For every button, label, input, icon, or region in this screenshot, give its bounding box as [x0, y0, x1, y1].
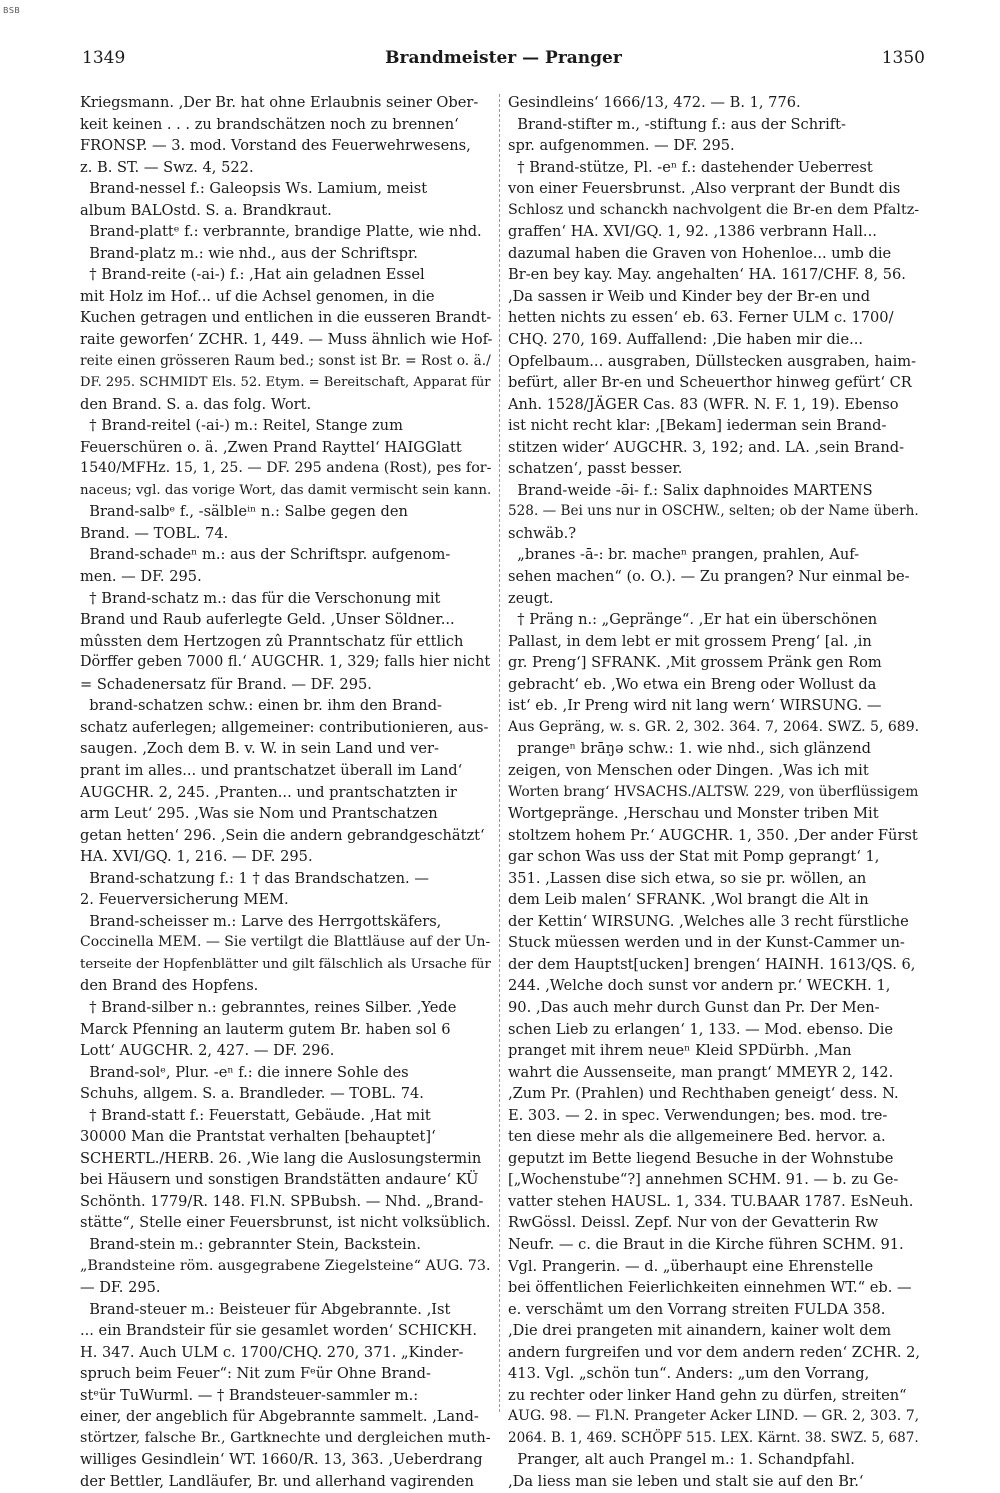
left-column-text-line: H. 347. Auch ULM c. 1700/CHQ. 270, 371. „Kinder-	[80, 1343, 464, 1361]
left-column-text-line: prant im alles... und prantschatzet überall im Land‘	[80, 761, 463, 779]
left-column-text-line: Brand-stein m.: gebrannter Stein, Backstein.	[80, 1235, 421, 1253]
right-column-text-line: hetten nichts zu essen‘ eb. 63. Ferner ULM c. 1700/	[508, 309, 894, 327]
right-column-text-line: Schlosz und schanckh nachvolgent die Br-en dem Pfaltz-	[508, 201, 920, 218]
right-column-text-line: [„Wochenstube“?] annehmen SCHM. 91. — b. zu Ge-	[508, 1171, 899, 1189]
left-column-text-line: Schuhs, allgem. S. a. Brandleder. — TOBL. 74.	[80, 1085, 424, 1103]
right-column-text-line: dem Leib malen‘ SFRANK. ‚Wol brangt die Alt in	[508, 891, 869, 909]
right-column-text-line: graffen‘ HA. XVI/GQ. 1, 92. ‚1386 verbrann Hall...	[508, 223, 877, 241]
right-column-text-line: Gesindleins‘ 1666/13, 472. — B. 1, 776.	[508, 94, 801, 111]
left-column-text-line: Brand-steuer m.: Beisteuer für Abgebrannte. ‚Ist	[80, 1300, 451, 1318]
right-column-text-line: Opfelbaum... ausgraben, Düllstecken ausgraben, haim-	[508, 352, 917, 370]
right-column-text-line: zu rechter oder linker Hand gehn zu dürfen, streiten“	[508, 1386, 907, 1404]
right-column-text-line: dazumal haben die Graven von Hohenloe... umb die	[508, 244, 892, 262]
right-column-text-line: schen Lieb zu erlangen‘ 1, 133. — Mod. ebenso. Die	[508, 1020, 894, 1038]
right-column-text-line: Stuck müessen werden und in der Kunst-Cammer un-	[508, 934, 905, 952]
left-column-text-line: album BALOstd. S. a. Brandkraut.	[80, 201, 332, 219]
right-column-text-line: 244. ‚Welche doch sunst vor andern pr.‘ WECKH. 1,	[508, 977, 891, 995]
left-column-text-line: HA. XVI/GQ. 1, 216. — DF. 295.	[80, 848, 313, 866]
right-column-text-line: ‚Da liess man sie leben und stalt sie auf den Br.‘	[508, 1473, 864, 1490]
right-column-text-line: stoltzem hohem Pr.‘ AUGCHR. 1, 350. ‚Der ander Fürst	[508, 826, 918, 844]
left-column-text-line: Brand-nessel f.: Galeopsis Ws. Lamium, meist	[80, 180, 428, 198]
left-column-text-line: naceus; vgl. das vorige Wort, das damit vermischt sein kann.	[80, 482, 492, 498]
right-column-text-line: CHQ. 270, 169. Auffallend: ‚Die haben mir die...	[508, 331, 864, 349]
left-column-text-line: 1540/MFHz. 15, 1, 25. — DF. 295 andena (Rost), pes for-	[80, 460, 492, 477]
right-column-text-line: wahrt die Aussenseite, man prangt‘ MMEYR 2, 142.	[508, 1063, 894, 1081]
right-column-text-line: ist nicht recht klar: ‚[Bekam] iederman sein Brand-	[508, 417, 887, 435]
right-column-text-line: ‚Zum Pr. (Prahlen) und Rechthaben geneigt‘ dess. N.	[508, 1085, 899, 1103]
left-column-text-line: Brand-schatzung f.: 1 † das Brandschatzen. —	[80, 869, 429, 887]
right-column-text-line: ten diese mehr als die allgemeinere Bed. hervor. a.	[508, 1128, 886, 1146]
right-column-text-line: Wortgepränge. ‚Herschau und Monster triben Mit	[508, 805, 879, 823]
right-column-text-line: 528. — Bei uns nur in OSCHW., selten; ob der Name überh.	[508, 503, 919, 520]
right-column-text-line: ist‘ eb. ‚Ir Preng wird nit lang wern‘ WIRSUNG. —	[508, 697, 882, 715]
left-column-text-line: stätte“, Stelle einer Feuersbrunst, ist nicht volksüblich.	[80, 1214, 491, 1232]
right-column-text-line: Pallast, in dem lebt er mit grossem Preng‘ [al. ‚in	[508, 632, 872, 650]
left-column-text-line: arm Leut‘ 295. ‚Was sie Nom und Prantschatzen	[80, 805, 438, 823]
right-column-text-line: † Brand-stütze, Pl. -eⁿ f.: dastehender Ueberrest	[508, 158, 873, 176]
right-column-text-line: 351. ‚Lassen dise sich etwa, so sie pr. wöllen, an	[508, 869, 867, 887]
left-column-text-line: AUGCHR. 2, 245. ‚Pranten... und prantschatzten ir	[80, 783, 457, 801]
left-column-text-line: FRONSP. — 3. mod. Vorstand des Feuerwehrwesens,	[80, 137, 471, 155]
right-column-text-line: Vgl. Prangerin. — d. „überhaupt eine Ehrenstelle	[508, 1257, 874, 1275]
left-column-text-line: keit keinen . . . zu brandschätzen noch zu brennen‘	[80, 115, 459, 133]
left-column-text-line: 30000 Man die Prantstat verhalten [behauptet]‘	[80, 1128, 436, 1146]
left-column-text-line: den Brand. S. a. das folg. Wort.	[80, 395, 312, 413]
right-column-text-line: gar schon Was uss der Stat mit Pomp geprangt‘ 1,	[508, 848, 880, 866]
right-column-text-line: „branes -ā-: br. macheⁿ prangen, prahlen, Auf-	[508, 546, 860, 564]
left-column-text-line: den Brand des Hopfens.	[80, 977, 259, 995]
left-column-text-line: reite einen grösseren Raum bed.; sonst ist Br. = Rost o. ä./	[80, 352, 491, 369]
right-column-text-line: Anh. 1528/JÄGER Cas. 83 (WFR. N. F. 1, 19). Ebenso	[508, 395, 899, 413]
left-column-text-line: SCHERTL./HERB. 26. ‚Wie lang die Auslosungstermin	[80, 1149, 482, 1167]
right-column-text-line: Aus Gepräng, w. s. GR. 2, 302. 364. 7, 2064. SWZ. 5, 689.	[508, 718, 920, 735]
right-column-text-line: spr. aufgenommen. — DF. 295.	[508, 137, 735, 155]
running-header	[82, 48, 925, 70]
right-column-text-line: pranget mit ihrem neueⁿ Kleid SPDürbh. ‚Man	[508, 1042, 852, 1060]
right-column-text-line: Worten brang‘ HVSACHS./ALTSW. 229, von überflüssigem	[508, 783, 919, 800]
left-column-text-line: mit Holz im Hof... uf die Achsel genomen, in die	[80, 287, 435, 305]
right-column-text-line: ‚Die drei prangeten mit ainandern, kainer wolt dem	[508, 1322, 892, 1340]
page-number-left: 1349	[82, 48, 126, 68]
right-column-text-line: befürt, aller Br-en und Scheuerthor hinweg gefürt‘ CR	[508, 374, 912, 392]
right-column-text-line: stitzen wider‘ AUGCHR. 3, 192; and. LA. ‚sein Brand-	[508, 438, 905, 456]
right-column	[508, 92, 922, 1493]
page-number-right: 1350	[881, 48, 925, 68]
right-column-text-line: AUG. 98. — Fl.N. Prangeter Acker LIND. — GR. 2, 303. 7,	[508, 1408, 920, 1425]
right-column-text-line: prangeⁿ brāŋə schw.: 1. wie nhd., sich glänzend	[508, 740, 871, 758]
right-column-text-line: bei öffentlichen Feierlichkeiten einnehmen WT.“ eb. —	[508, 1279, 912, 1297]
library-stamp: BSB	[3, 6, 21, 15]
left-column-text-line: Kuchen getragen und entlichen in die eusseren Brandt-	[80, 309, 492, 327]
right-column-text-line: geputzt im Bette liegend Besuche in der Wohnstube	[508, 1149, 894, 1167]
right-column-text-line: schwäb.?	[508, 524, 577, 542]
left-column-text-line: getan hetten‘ 296. ‚Sein die andern gebrandgeschätzt‘	[80, 826, 485, 844]
right-column-text-line: Neufr. — c. die Braut in die Kirche führen SCHM. 91.	[508, 1235, 904, 1253]
right-column-text-line: der dem Hauptst[ucken] brengen‘ HAINH. 1613/QS. 6,	[508, 955, 916, 973]
left-column-text-line: Brand und Raub auferlegte Geld. ‚Unser Söldner...	[80, 611, 455, 629]
left-column-text-line: Schönth. 1779/R. 148. Fl.N. SPBubsh. — Nhd. „Brand-	[80, 1192, 484, 1210]
left-column-text-line: Brand. — TOBL. 74.	[80, 524, 229, 542]
left-column-text-line: = Schadenersatz für Brand. — DF. 295.	[80, 675, 372, 693]
left-column-text-line: men. — DF. 295.	[80, 568, 202, 586]
right-column-text-line: Brand-weide -ə̄i- f.: Salix daphnoides MARTENS	[508, 481, 873, 499]
left-column-text-line: 2. Feuerversicherung MEM.	[80, 891, 289, 909]
page-title: Brandmeister — Pranger	[385, 48, 622, 68]
right-column-text-line: schatzen‘, passt besser.	[508, 460, 683, 478]
left-column-text-line: z. B. ST. — Swz. 4, 522.	[80, 158, 254, 176]
left-column-text-line: mûssten dem Hertzogen zû Pranntschatz für ettlich	[80, 632, 464, 650]
right-column-text-line: 413. Vgl. „schön tun“. Anders: „um den Vorrang,	[508, 1365, 870, 1383]
left-column-text-line: DF. 295. SCHMIDT Els. 52. Etym. = Bereitschaft, Apparat für	[80, 375, 491, 391]
left-column-text-line: Coccinella MEM. — Sie vertilgt die Blattläuse auf der Un-	[80, 934, 491, 951]
left-column-text-line: † Brand-statt f.: Feuerstatt, Gebäude. ‚Hat mit	[80, 1106, 431, 1124]
right-column-text-line: Br-en bey kay. May. angehalten‘ HA. 1617/CHF. 8, 56.	[508, 266, 906, 284]
right-column-text-line: 90. ‚Das auch mehr durch Gunst dan Pr. Der Men-	[508, 998, 880, 1016]
left-column-text-line: raite geworfen‘ ZCHR. 1, 449. — Muss ähnlich wie Hof-	[80, 331, 493, 349]
left-column-text-line: brand-schatzen schw.: einen br. ihm den Brand-	[80, 697, 442, 715]
left-column-text-line: Feuerschüren o. ä. ‚Zwen Prand Rayttel‘ HAIGGlatt	[80, 438, 462, 456]
right-column-text-line: Pranger, alt auch Prangel m.: 1. Schandpfahl.	[508, 1451, 855, 1469]
left-column-text-line: Brand-salbᵉ f., -sälbleⁱⁿ n.: Salbe gegen den	[80, 503, 408, 521]
left-column-text-line: Brand-schadeⁿ m.: aus der Schriftspr. aufgenom-	[80, 546, 451, 564]
left-column-text-line: spruch beim Feuer“: Nit zum Fᵉür Ohne Brand-	[80, 1365, 431, 1383]
left-column-text-line: terseite der Hopfenblätter und gilt fälschlich als Ursache für	[80, 956, 491, 972]
right-column-text-line: zeugt.	[508, 589, 554, 607]
left-column-text-line: schatz auferlegen; allgemeiner: contributionieren, aus-	[80, 718, 489, 736]
right-column-text-line: E. 303. — 2. in spec. Verwendungen; bes. mod. tre-	[508, 1106, 888, 1124]
right-column-text-line: 2064. B. 1, 469. SCHÖPF 515. LEX. Kärnt. 38. SWZ. 5, 687.	[508, 1429, 919, 1446]
left-column-text-line: Brand-solᵉ, Plur. -eⁿ f.: die innere Sohle des	[80, 1063, 409, 1081]
left-column-text-line: † Brand-schatz m.: das für die Verschonung mit	[80, 589, 441, 607]
left-column-text-line: saugen. ‚Zoch dem B. v. W. in sein Land und ver-	[80, 740, 439, 758]
column-divider	[499, 94, 500, 1412]
right-column-text-line: von einer Feuersbrunst. ‚Also verprant der Bundt dis	[508, 180, 901, 198]
right-column-text-line: ‚Da sassen ir Weib und Kinder bey der Br-en und	[508, 287, 871, 305]
left-column-text-line: Marck Pfenning an lauterm gutem Br. haben sol 6	[80, 1020, 451, 1038]
left-column-text-line: Kriegsmann. ‚Der Br. hat ohne Erlaubnis seiner Ober-	[80, 94, 479, 111]
left-column-text-line: Brand-platz m.: wie nhd., aus der Schriftspr.	[80, 244, 418, 262]
right-column-text-line: Brand-stifter m., -stiftung f.: aus der Schrift-	[508, 115, 846, 133]
right-column-text-line: vatter stehen HAUSL. 1, 334. TU.BAAR 1787. EsNeuh.	[508, 1192, 914, 1210]
left-column-text-line: Brand-scheisser m.: Larve des Herrgottskäfers,	[80, 912, 442, 930]
left-column-text-line: † Brand-reite (-ai-) f.: ‚Hat ain geladnen Essel	[80, 266, 425, 284]
right-column-text-line: der Kettin‘ WIRSUNG. ‚Welches alle 3 recht fürstliche	[508, 912, 909, 930]
left-column-text-line: stᵉür TuWurml. — † Brandsteuer-sammler m.:	[80, 1386, 419, 1404]
right-column-text-line: † Präng n.: „Gepränge“. ‚Er hat ein überschönen	[508, 611, 878, 629]
left-column-text-line: † Brand-reitel (-ai-) m.: Reitel, Stange zum	[80, 417, 403, 435]
left-column-text-line: störtzer, falsche Br., Gartknechte und dergleichen muth-	[80, 1429, 491, 1446]
right-column-text-line: sehen machen“ (o. O.). — Zu prangen? Nur einmal be-	[508, 568, 910, 586]
right-column-text-line: gebracht‘ eb. ‚Wo etwa ein Breng oder Wollust da	[508, 675, 877, 693]
left-column-text-line: † Brand-silber n.: gebranntes, reines Silber. ‚Yede	[80, 998, 457, 1016]
left-column-text-line: ... ein Brandsteir für sie gesamlet worden‘ SCHICKH.	[80, 1322, 477, 1340]
left-column-text-line: einer, der angeblich für Abgebrannte sammelt. ‚Land-	[80, 1408, 479, 1426]
left-column	[80, 92, 494, 1493]
right-column-text-line: RwGössl. Deissl. Zepf. Nur von der Gevatterin Rw	[508, 1214, 879, 1232]
left-column-text-line: Dörffer geben 7000 fl.‘ AUGCHR. 1, 329; falls hier nicht	[80, 654, 491, 671]
left-column-text-line: Lott‘ AUGCHR. 2, 427. — DF. 296.	[80, 1042, 335, 1060]
left-column-text-line: — DF. 295.	[80, 1279, 161, 1297]
left-column-text-line: williges Gesindlein‘ WT. 1660/R. 13, 363. ‚Ueberdrang	[80, 1451, 483, 1469]
left-column-text-line: der Bettler, Landläufer, Br. und allerhand vagirenden	[80, 1473, 474, 1490]
right-column-text-line: gr. Preng‘] SFRANK. ‚Mit grossem Pränk gen Rom	[508, 654, 882, 672]
right-column-text-line: e. verschämt um den Vorrang streiten FULDA 358.	[508, 1300, 886, 1318]
right-column-text-line: zeigen, von Menschen oder Dingen. ‚Was ich mit	[508, 761, 869, 779]
right-column-text-line: andern furgreifen und vor dem andern reden‘ ZCHR. 2,	[508, 1343, 921, 1361]
left-column-text-line: Brand-plattᵉ f.: verbrannte, brandige Platte, wie nhd.	[80, 223, 482, 241]
left-column-text-line: „Brandsteine röm. ausgegrabene Ziegelsteine“ AUG. 73.	[80, 1257, 491, 1274]
left-column-text-line: bei Häusern und sonstigen Brandstätten andaure‘ KÜ	[80, 1171, 479, 1189]
